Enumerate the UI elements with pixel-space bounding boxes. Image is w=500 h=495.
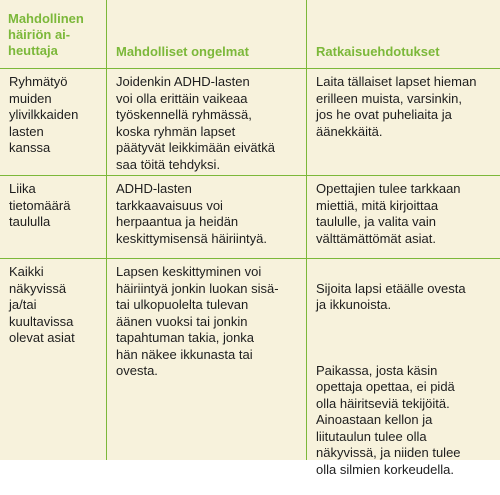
row-divider-2 <box>0 258 500 259</box>
row-divider-header <box>0 68 500 69</box>
row3-solution-paragraph-1: Sijoita lapsi etäälle ovesta ja ikkunoista. <box>316 280 466 312</box>
row3-solution-paragraph-2: Paikassa, josta käsin opettaja opettaa, ei pidä olla häiritseviä tekijöitä. Ainoastaan kellon ja liitutaulun tulee olla näkyvissä, ja niiden tulee olla silmien korkeudella. <box>316 362 461 477</box>
row1-solution: Laita tällaiset lapset hieman erilleen muista, varsinkin, jos he ovat puheliaita ja äänekkäitä. <box>316 74 477 139</box>
row1-cause: Ryhmätyö muiden ylivilkkaiden lasten kanssa <box>9 74 79 155</box>
row1-problem: Joidenkin ADHD-lasten voi olla erittäin vaikeaa työskennellä ryhmässä, koska ryhmän lapset päätyvät leikkimään eivätkä saa töitä tehdyksi. <box>116 74 275 172</box>
row3-problem: Lapsen keskittyminen voi häiriintyä jonkin luokan sisä- tai ulkopuolelta tulevan äänen vuoksi tai jonkin tapahtuman takia, jonka hän näkee ikkunasta tai ovesta. <box>116 264 279 378</box>
header-solutions-text: Ratkaisuehdotukset <box>316 44 440 59</box>
column-divider-2 <box>306 0 307 460</box>
header-problems-text: Mahdolliset ongelmat <box>116 44 249 59</box>
header-cause-text: Mahdollinen häiriön ai- heuttaja <box>8 11 84 58</box>
row3-cause: Kaikki näkyvissä ja/tai kuultavissa olevat asiat <box>9 264 75 345</box>
row2-cause: Liika tietomäärä taululla <box>9 181 71 229</box>
header-solutions <box>306 0 500 68</box>
row2-problem: ADHD-lasten tarkkaavaisuus voi herpaantua ja heidän keskittymisensä häiriintyä. <box>116 181 267 246</box>
row2-solution: Opettajien tulee tarkkaan miettiä, mitä kirjoittaa taululle, ja valita vain välttämättömät asiat. <box>316 181 461 246</box>
column-divider-1 <box>106 0 107 460</box>
header-cause <box>0 0 106 68</box>
paragraph-spacer <box>316 330 492 346</box>
row-divider-1 <box>0 175 500 176</box>
header-problems <box>106 0 306 68</box>
row3-solution <box>306 258 500 477</box>
